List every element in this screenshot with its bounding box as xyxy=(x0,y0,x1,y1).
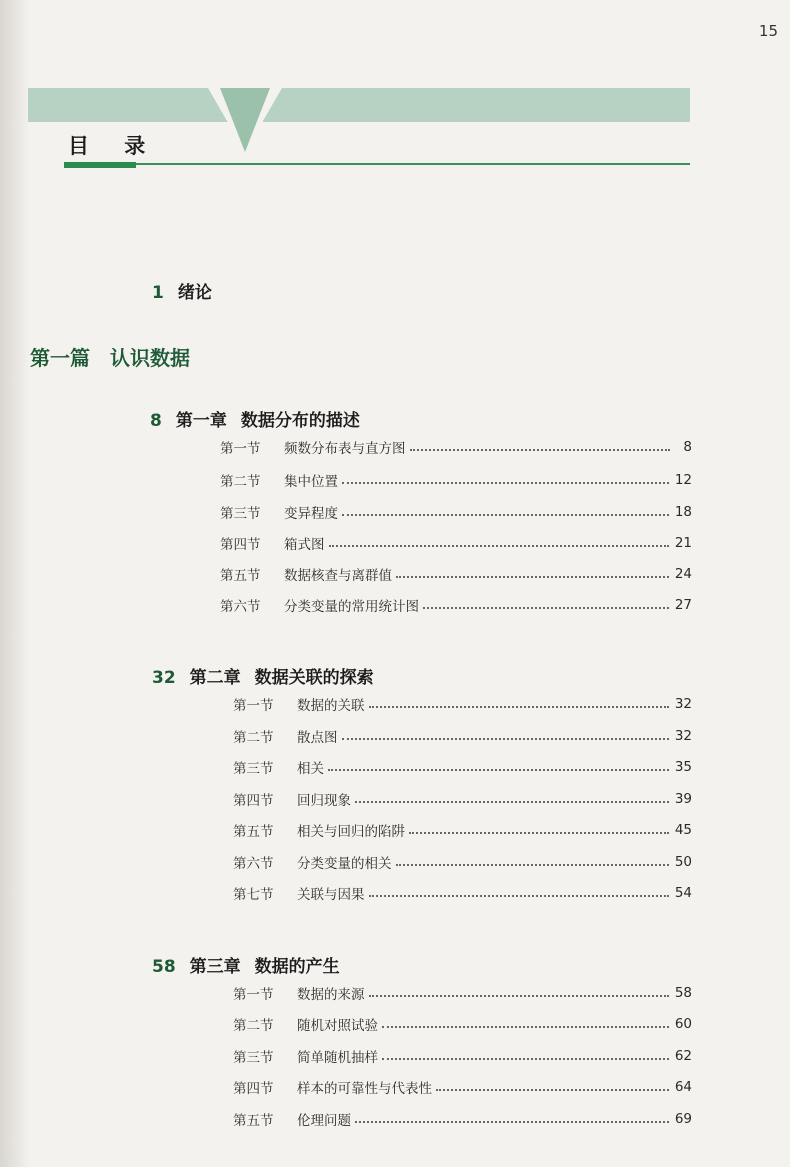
dot-leader xyxy=(382,1058,669,1060)
dot-leader xyxy=(396,576,669,578)
section-label: 第一节 xyxy=(220,441,261,457)
section-label: 第三节 xyxy=(233,1050,274,1066)
section-page: 64 xyxy=(674,1079,692,1095)
toc-entry[interactable] xyxy=(233,1045,692,1067)
section-title: 散点图 xyxy=(297,730,338,746)
chapter-title: 数据关联的探索 xyxy=(254,668,374,688)
toc-title: 目 录 xyxy=(68,134,160,158)
chapter-label: 第二章 xyxy=(189,668,241,688)
chapter-title: 数据分布的描述 xyxy=(240,411,360,431)
toc-entry[interactable] xyxy=(220,501,692,523)
dot-leader xyxy=(355,1121,669,1123)
section-page: 21 xyxy=(674,535,692,551)
section-page: 54 xyxy=(674,885,692,901)
dot-leader xyxy=(342,738,669,740)
section-page: 27 xyxy=(674,597,692,613)
section-page: 62 xyxy=(674,1048,692,1064)
section-page: 39 xyxy=(674,791,692,807)
toc-entry[interactable] xyxy=(233,1108,692,1130)
dot-leader xyxy=(410,449,671,451)
section-title: 频数分布表与直方图 xyxy=(284,441,406,457)
section-title: 数据的来源 xyxy=(297,987,365,1003)
section-page: 32 xyxy=(674,728,692,744)
dot-leader xyxy=(329,545,669,547)
section-page: 8 xyxy=(683,439,692,455)
section-title: 关联与因果 xyxy=(297,887,365,903)
section-title: 箱式图 xyxy=(284,537,325,553)
toc-entry[interactable] xyxy=(220,436,692,458)
section-label: 第一节 xyxy=(233,987,274,1003)
section-label: 第四节 xyxy=(220,537,261,553)
section-title: 随机对照试验 xyxy=(297,1018,378,1034)
section-label: 第七节 xyxy=(233,887,274,903)
dot-leader xyxy=(396,864,669,866)
title-rule xyxy=(136,163,690,165)
toc-chapter-3[interactable] xyxy=(152,952,340,977)
header-band xyxy=(28,88,690,122)
dot-leader xyxy=(342,482,669,484)
section-label: 第三节 xyxy=(220,506,261,522)
section-title: 样本的可靠性与代表性 xyxy=(297,1081,432,1097)
header-notch-triangle xyxy=(208,88,282,152)
section-label: 第四节 xyxy=(233,1081,274,1097)
page-number: 15 xyxy=(758,22,778,40)
toc-entry[interactable] xyxy=(220,594,692,616)
section-label: 第六节 xyxy=(220,599,261,615)
section-label: 第一节 xyxy=(233,698,274,714)
section-label: 第五节 xyxy=(233,1113,274,1129)
section-title: 伦理问题 xyxy=(297,1113,351,1129)
section-title: 分类变量的相关 xyxy=(297,856,392,872)
section-title: 变异程度 xyxy=(284,506,338,522)
section-page: 60 xyxy=(674,1016,692,1032)
toc-entry[interactable] xyxy=(233,756,692,778)
dot-leader xyxy=(382,1026,669,1028)
chapter-page-number: 8 xyxy=(150,411,162,431)
toc-entry[interactable] xyxy=(233,1076,692,1098)
part-heading xyxy=(30,342,190,371)
dot-leader xyxy=(436,1089,669,1091)
section-page: 58 xyxy=(674,985,692,1001)
toc-entry[interactable] xyxy=(233,819,692,841)
section-page: 45 xyxy=(674,822,692,838)
dot-leader xyxy=(409,832,669,834)
section-label: 第五节 xyxy=(233,824,274,840)
dot-leader xyxy=(355,801,669,803)
dot-leader xyxy=(328,769,669,771)
title-underline-bar xyxy=(64,162,136,168)
section-title: 相关与回归的陷阱 xyxy=(297,824,405,840)
toc-entry[interactable] xyxy=(233,882,692,904)
section-title: 数据核查与离群值 xyxy=(284,568,392,584)
page-edge-shadow xyxy=(0,0,30,1167)
chapter-page-number: 58 xyxy=(152,957,176,977)
section-label: 第二节 xyxy=(233,1018,274,1034)
chapter-title: 数据的产生 xyxy=(254,957,340,977)
part-label: 第一篇 xyxy=(30,346,90,370)
toc-entry[interactable] xyxy=(233,851,692,873)
section-page: 24 xyxy=(674,566,692,582)
toc-chapter-1[interactable] xyxy=(150,406,360,431)
toc-chapter-2[interactable] xyxy=(152,663,374,688)
section-page: 35 xyxy=(674,759,692,775)
section-page: 18 xyxy=(674,504,692,520)
section-label: 第三节 xyxy=(233,761,274,777)
chapter-label: 第一章 xyxy=(175,411,227,431)
section-label: 第六节 xyxy=(233,856,274,872)
section-page: 69 xyxy=(674,1111,692,1127)
section-title: 简单随机抽样 xyxy=(297,1050,378,1066)
toc-entry[interactable] xyxy=(233,1013,692,1035)
section-label: 第五节 xyxy=(220,568,261,584)
intro-title: 绪论 xyxy=(177,283,212,303)
chapter-page-number: 32 xyxy=(152,668,176,688)
toc-entry[interactable] xyxy=(220,532,692,554)
section-title: 回归现象 xyxy=(297,793,351,809)
dot-leader xyxy=(342,514,669,516)
section-page: 12 xyxy=(674,472,692,488)
dot-leader xyxy=(369,706,669,708)
dot-leader xyxy=(369,895,669,897)
toc-entry[interactable] xyxy=(233,788,692,810)
section-page: 50 xyxy=(674,854,692,870)
toc-entry[interactable] xyxy=(233,725,692,747)
section-title: 相关 xyxy=(297,761,324,777)
section-title: 分类变量的常用统计图 xyxy=(284,599,419,615)
toc-entry[interactable] xyxy=(220,469,692,491)
section-label: 第二节 xyxy=(220,474,261,490)
section-label: 第二节 xyxy=(233,730,274,746)
dot-leader xyxy=(423,607,669,609)
intro-number: 1 xyxy=(152,283,164,303)
dot-leader xyxy=(369,995,669,997)
section-title: 数据的关联 xyxy=(297,698,365,714)
section-page: 32 xyxy=(674,696,692,712)
section-title: 集中位置 xyxy=(284,474,338,490)
part-title: 认识数据 xyxy=(110,346,190,370)
toc-entry[interactable] xyxy=(233,982,692,1004)
section-label: 第四节 xyxy=(233,793,274,809)
toc-intro[interactable] xyxy=(152,278,212,303)
chapter-label: 第三章 xyxy=(189,957,241,977)
toc-entry[interactable] xyxy=(220,563,692,585)
toc-entry[interactable] xyxy=(233,693,692,715)
